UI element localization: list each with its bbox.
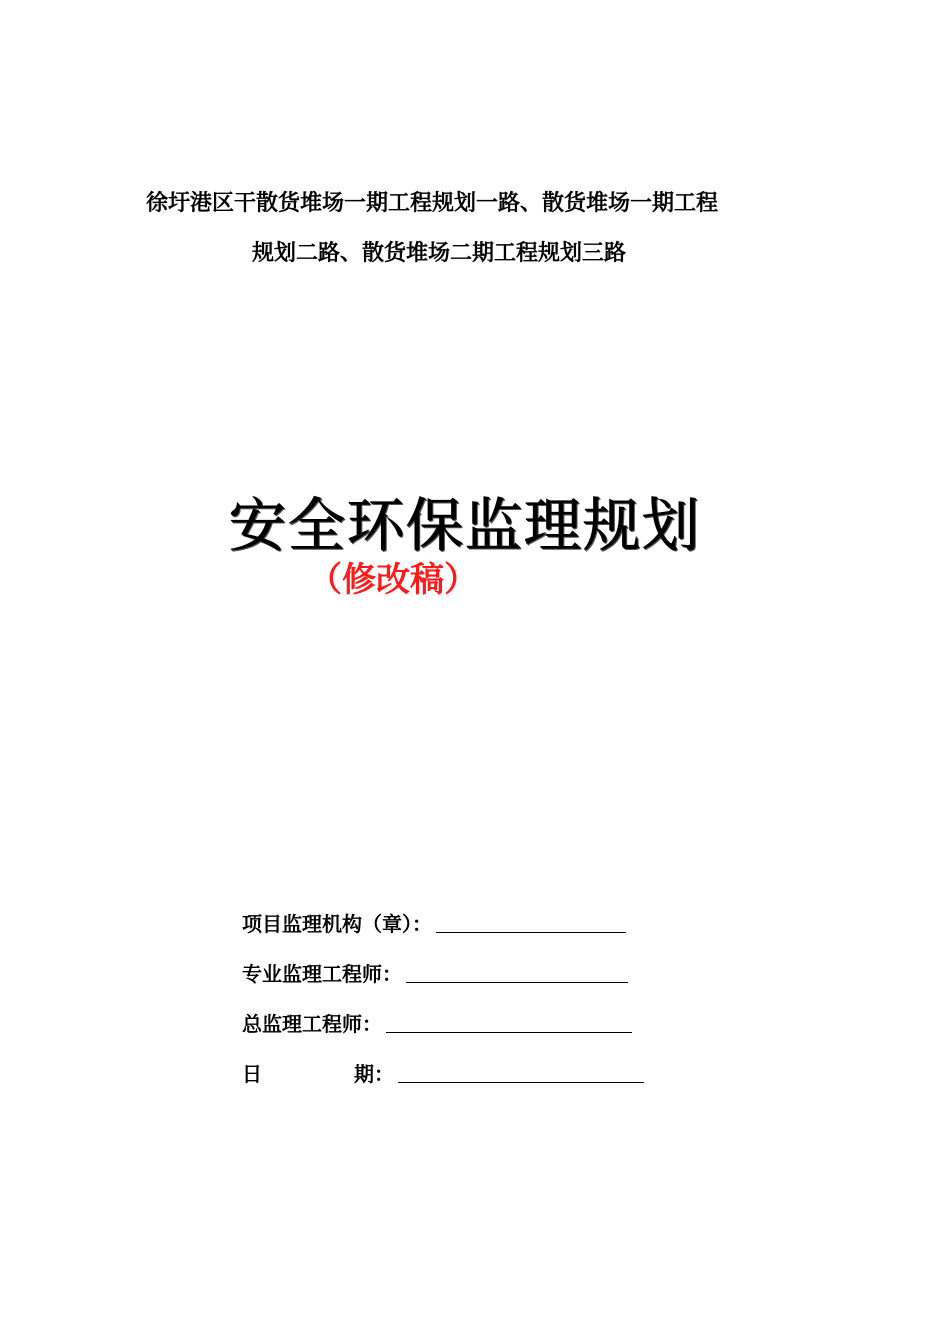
supervision-org-blank[interactable] — [436, 931, 626, 933]
professional-engineer-blank[interactable] — [406, 981, 628, 983]
chief-engineer-label: 总监理工程师： — [242, 1012, 382, 1036]
date-row — [242, 1058, 644, 1087]
revision-subtitle: （修改稿） — [308, 560, 478, 600]
document-title: 安全环保监理规划 — [228, 491, 701, 559]
chief-engineer-row — [242, 1008, 632, 1037]
supervision-org-label: 项目监理机构（章）： — [242, 912, 432, 936]
chief-engineer-blank[interactable] — [386, 1031, 632, 1033]
date-label-char-2: 期： — [354, 1062, 394, 1086]
date-blank[interactable] — [398, 1081, 644, 1083]
date-label-char-1: 日 — [242, 1062, 262, 1086]
project-name-line-1: 徐圩港区干散货堆场一期工程规划一路、散货堆场一期工程 — [146, 190, 719, 216]
supervision-org-row — [242, 908, 626, 937]
professional-engineer-row — [242, 958, 628, 987]
professional-engineer-label: 专业监理工程师： — [242, 962, 402, 986]
project-name-line-2: 规划二路、散货堆场二期工程规划三路 — [252, 240, 627, 266]
